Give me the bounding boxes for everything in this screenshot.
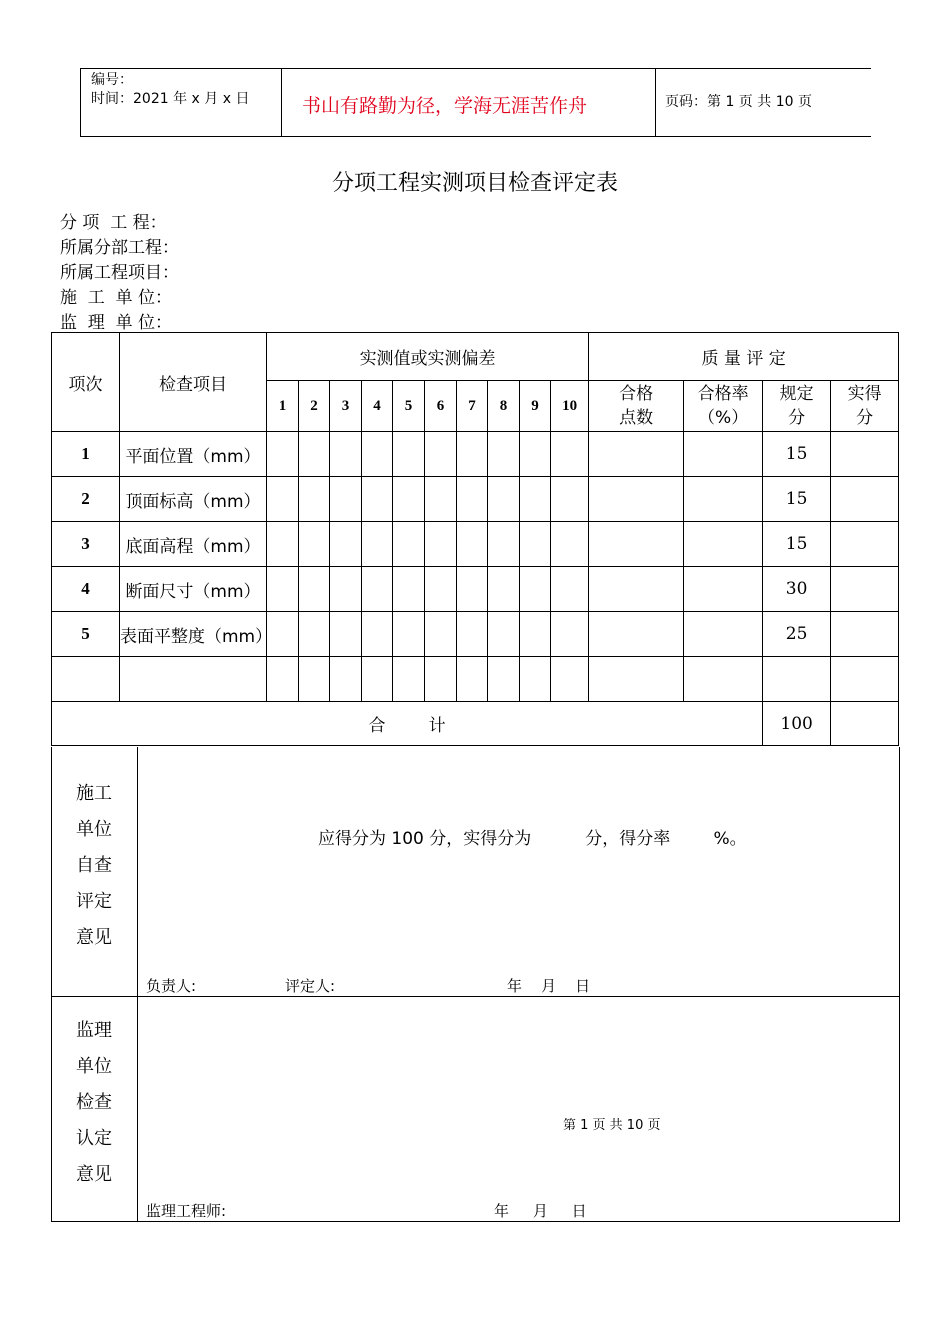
page-label: 页码：第 1 页 共 10 页 xyxy=(665,94,812,110)
spec-score-cell: 25 xyxy=(763,612,831,657)
inspection-table xyxy=(51,332,899,746)
measure-col-9: 9 xyxy=(520,381,551,432)
measure-col-7: 7 xyxy=(457,381,488,432)
table-row xyxy=(52,522,899,567)
measure-cell[interactable] xyxy=(457,567,488,612)
self-check-label-line: 单位 xyxy=(76,819,112,840)
supervision-label-line: 意见 xyxy=(76,1164,112,1185)
measure-cell[interactable] xyxy=(457,432,488,477)
total-score: 100 xyxy=(763,702,831,746)
pass-points-cell[interactable] xyxy=(589,567,684,612)
pass-rate-cell[interactable] xyxy=(684,567,763,612)
self-check-label xyxy=(51,776,137,956)
pass-points-cell[interactable] xyxy=(589,477,684,522)
row-item: 平面位置（mm） xyxy=(120,432,267,477)
meta-subproject: 分 项 工 程： xyxy=(60,213,167,233)
measure-cell[interactable] xyxy=(362,477,393,522)
measure-cell[interactable] xyxy=(457,612,488,657)
measure-cell[interactable] xyxy=(267,432,299,477)
measure-col-5: 5 xyxy=(393,381,425,432)
supervision-label-line: 认定 xyxy=(76,1128,112,1149)
meta-contractor: 施 工 单 位： xyxy=(60,288,173,308)
measure-cell[interactable] xyxy=(551,612,589,657)
measure-cell[interactable] xyxy=(425,567,457,612)
measure-cell[interactable] xyxy=(425,477,457,522)
total-label: 合 计 xyxy=(52,702,763,746)
pass-rate-cell[interactable] xyxy=(684,477,763,522)
meta-project: 所属工程项目： xyxy=(60,263,179,283)
self-check-label-line: 意见 xyxy=(76,927,112,948)
measure-cell[interactable] xyxy=(425,432,457,477)
self-check-divider xyxy=(137,747,138,996)
spec-score-cell: 15 xyxy=(763,432,831,477)
measure-cell[interactable] xyxy=(362,567,393,612)
spec-score-cell: 15 xyxy=(763,477,831,522)
measure-cell[interactable] xyxy=(488,432,520,477)
time-label: 时间：2021 年 x 月 x 日 xyxy=(91,91,250,107)
self-check-date: 年 月 日 xyxy=(507,977,591,995)
pass-points-cell[interactable] xyxy=(589,612,684,657)
measure-cell[interactable] xyxy=(551,567,589,612)
header-right-cell xyxy=(656,69,871,136)
supervision-divider xyxy=(137,997,138,1221)
table-row xyxy=(52,432,899,477)
col-pass-points-header: 合格 点数 xyxy=(589,381,684,432)
header-center-cell xyxy=(282,69,656,136)
supervision-label-line: 监理 xyxy=(76,1020,112,1041)
measure-cell[interactable] xyxy=(551,522,589,567)
row-item: 底面高程（mm） xyxy=(120,522,267,567)
col-item-header: 检查项目 xyxy=(120,333,267,432)
self-check-label-line: 自查 xyxy=(76,855,112,876)
measure-cell[interactable] xyxy=(267,567,299,612)
measure-cell[interactable] xyxy=(330,432,362,477)
actual-score-cell[interactable] xyxy=(831,477,899,522)
assessor-label: 评定人: xyxy=(285,977,336,995)
page-title: 分项工程实测项目检查评定表 xyxy=(331,171,618,196)
self-check-label-line: 施工 xyxy=(76,783,112,804)
measure-cell[interactable] xyxy=(362,522,393,567)
row-index: 2 xyxy=(52,477,120,522)
measure-col-2: 2 xyxy=(299,381,330,432)
row-index: 5 xyxy=(52,612,120,657)
pass-rate-cell[interactable] xyxy=(684,612,763,657)
table-row xyxy=(52,567,899,612)
meta-division: 所属分部工程： xyxy=(60,238,179,258)
measure-cell[interactable] xyxy=(299,567,330,612)
page-note: 第 1 页 共 10 页 xyxy=(563,1118,661,1133)
supervision-date: 年 月 日 xyxy=(494,1202,587,1220)
col-measured-header: 实测值或实测偏差 xyxy=(267,333,589,381)
row-index: 4 xyxy=(52,567,120,612)
self-check-section xyxy=(51,747,900,997)
measure-cell[interactable] xyxy=(393,432,425,477)
self-check-label-line: 评定 xyxy=(76,891,112,912)
header-left-cell xyxy=(81,69,282,136)
actual-score-cell[interactable] xyxy=(831,432,899,477)
col-pass-rate-header: 合格率 （%） xyxy=(684,381,763,432)
measure-cell[interactable] xyxy=(393,522,425,567)
measure-cell[interactable] xyxy=(330,522,362,567)
meta-supervisor: 监 理 单 位： xyxy=(60,313,173,333)
supervision-section xyxy=(51,997,900,1222)
measure-col-1: 1 xyxy=(267,381,299,432)
score-statement: 应得分为 100 分，实得分为 分，得分率 %。 xyxy=(318,829,747,849)
measure-cell[interactable] xyxy=(425,522,457,567)
measure-cell[interactable] xyxy=(267,477,299,522)
measure-cell[interactable] xyxy=(425,612,457,657)
actual-score-cell[interactable] xyxy=(831,567,899,612)
leader-label: 负责人: xyxy=(146,977,197,995)
measure-cell[interactable] xyxy=(488,567,520,612)
row-item: 断面尺寸（mm） xyxy=(120,567,267,612)
actual-score-cell[interactable] xyxy=(831,522,899,567)
measure-cell[interactable] xyxy=(457,477,488,522)
measure-cell[interactable] xyxy=(299,612,330,657)
measure-cell[interactable] xyxy=(362,432,393,477)
measure-cell[interactable] xyxy=(488,522,520,567)
table-row xyxy=(52,612,899,657)
measure-cell[interactable] xyxy=(520,522,551,567)
measure-cell[interactable] xyxy=(520,432,551,477)
motto-text: 书山有路勤为径，学海无涯苦作舟 xyxy=(302,95,588,117)
col-actual-score-header: 实得 分 xyxy=(831,381,899,432)
measure-cell[interactable] xyxy=(520,612,551,657)
pass-rate-cell[interactable] xyxy=(684,432,763,477)
measure-cell[interactable] xyxy=(457,522,488,567)
measure-cell[interactable] xyxy=(488,612,520,657)
measure-cell[interactable] xyxy=(330,477,362,522)
row-index: 1 xyxy=(52,432,120,477)
measure-cell[interactable] xyxy=(393,477,425,522)
header-box xyxy=(80,68,871,137)
pass-points-cell[interactable] xyxy=(589,432,684,477)
number-label: 编号： xyxy=(91,72,133,88)
measure-col-3: 3 xyxy=(330,381,362,432)
supervision-label-line: 检查 xyxy=(76,1092,112,1113)
col-spec-score-header: 规定 分 xyxy=(763,381,831,432)
measure-cell[interactable] xyxy=(393,567,425,612)
col-quality-header: 质 量 评 定 xyxy=(589,333,899,381)
measure-cell[interactable] xyxy=(299,522,330,567)
row-item: 顶面标高（mm） xyxy=(120,477,267,522)
measure-col-10: 10 xyxy=(551,381,589,432)
spec-score-cell: 30 xyxy=(763,567,831,612)
measure-col-4: 4 xyxy=(362,381,393,432)
table-body xyxy=(52,432,899,657)
col-index-header: 项次 xyxy=(52,333,120,432)
pass-points-cell[interactable] xyxy=(589,522,684,567)
total-row xyxy=(52,702,899,746)
measure-cell[interactable] xyxy=(551,432,589,477)
measure-cell[interactable] xyxy=(299,432,330,477)
measure-cell[interactable] xyxy=(551,477,589,522)
header-row-1 xyxy=(52,333,899,381)
supervision-label-line: 单位 xyxy=(76,1056,112,1077)
measure-cell[interactable] xyxy=(299,477,330,522)
measure-cell[interactable] xyxy=(488,477,520,522)
measure-col-8: 8 xyxy=(488,381,520,432)
spec-score-cell: 15 xyxy=(763,522,831,567)
measure-cell[interactable] xyxy=(330,612,362,657)
table-row xyxy=(52,477,899,522)
measure-col-6: 6 xyxy=(425,381,457,432)
row-index: 3 xyxy=(52,522,120,567)
measure-cell[interactable] xyxy=(520,567,551,612)
supervision-label xyxy=(51,1013,137,1193)
engineer-label: 监理工程师: xyxy=(146,1202,227,1220)
actual-score-cell[interactable] xyxy=(831,612,899,657)
pass-rate-cell[interactable] xyxy=(684,522,763,567)
row-item: 表面平整度（mm） xyxy=(120,612,267,657)
measure-cell[interactable] xyxy=(393,612,425,657)
measure-cell[interactable] xyxy=(267,522,299,567)
measure-cell[interactable] xyxy=(362,612,393,657)
total-actual-score[interactable] xyxy=(831,702,899,746)
measure-cell[interactable] xyxy=(520,477,551,522)
empty-row xyxy=(52,657,899,702)
measure-cell[interactable] xyxy=(330,567,362,612)
